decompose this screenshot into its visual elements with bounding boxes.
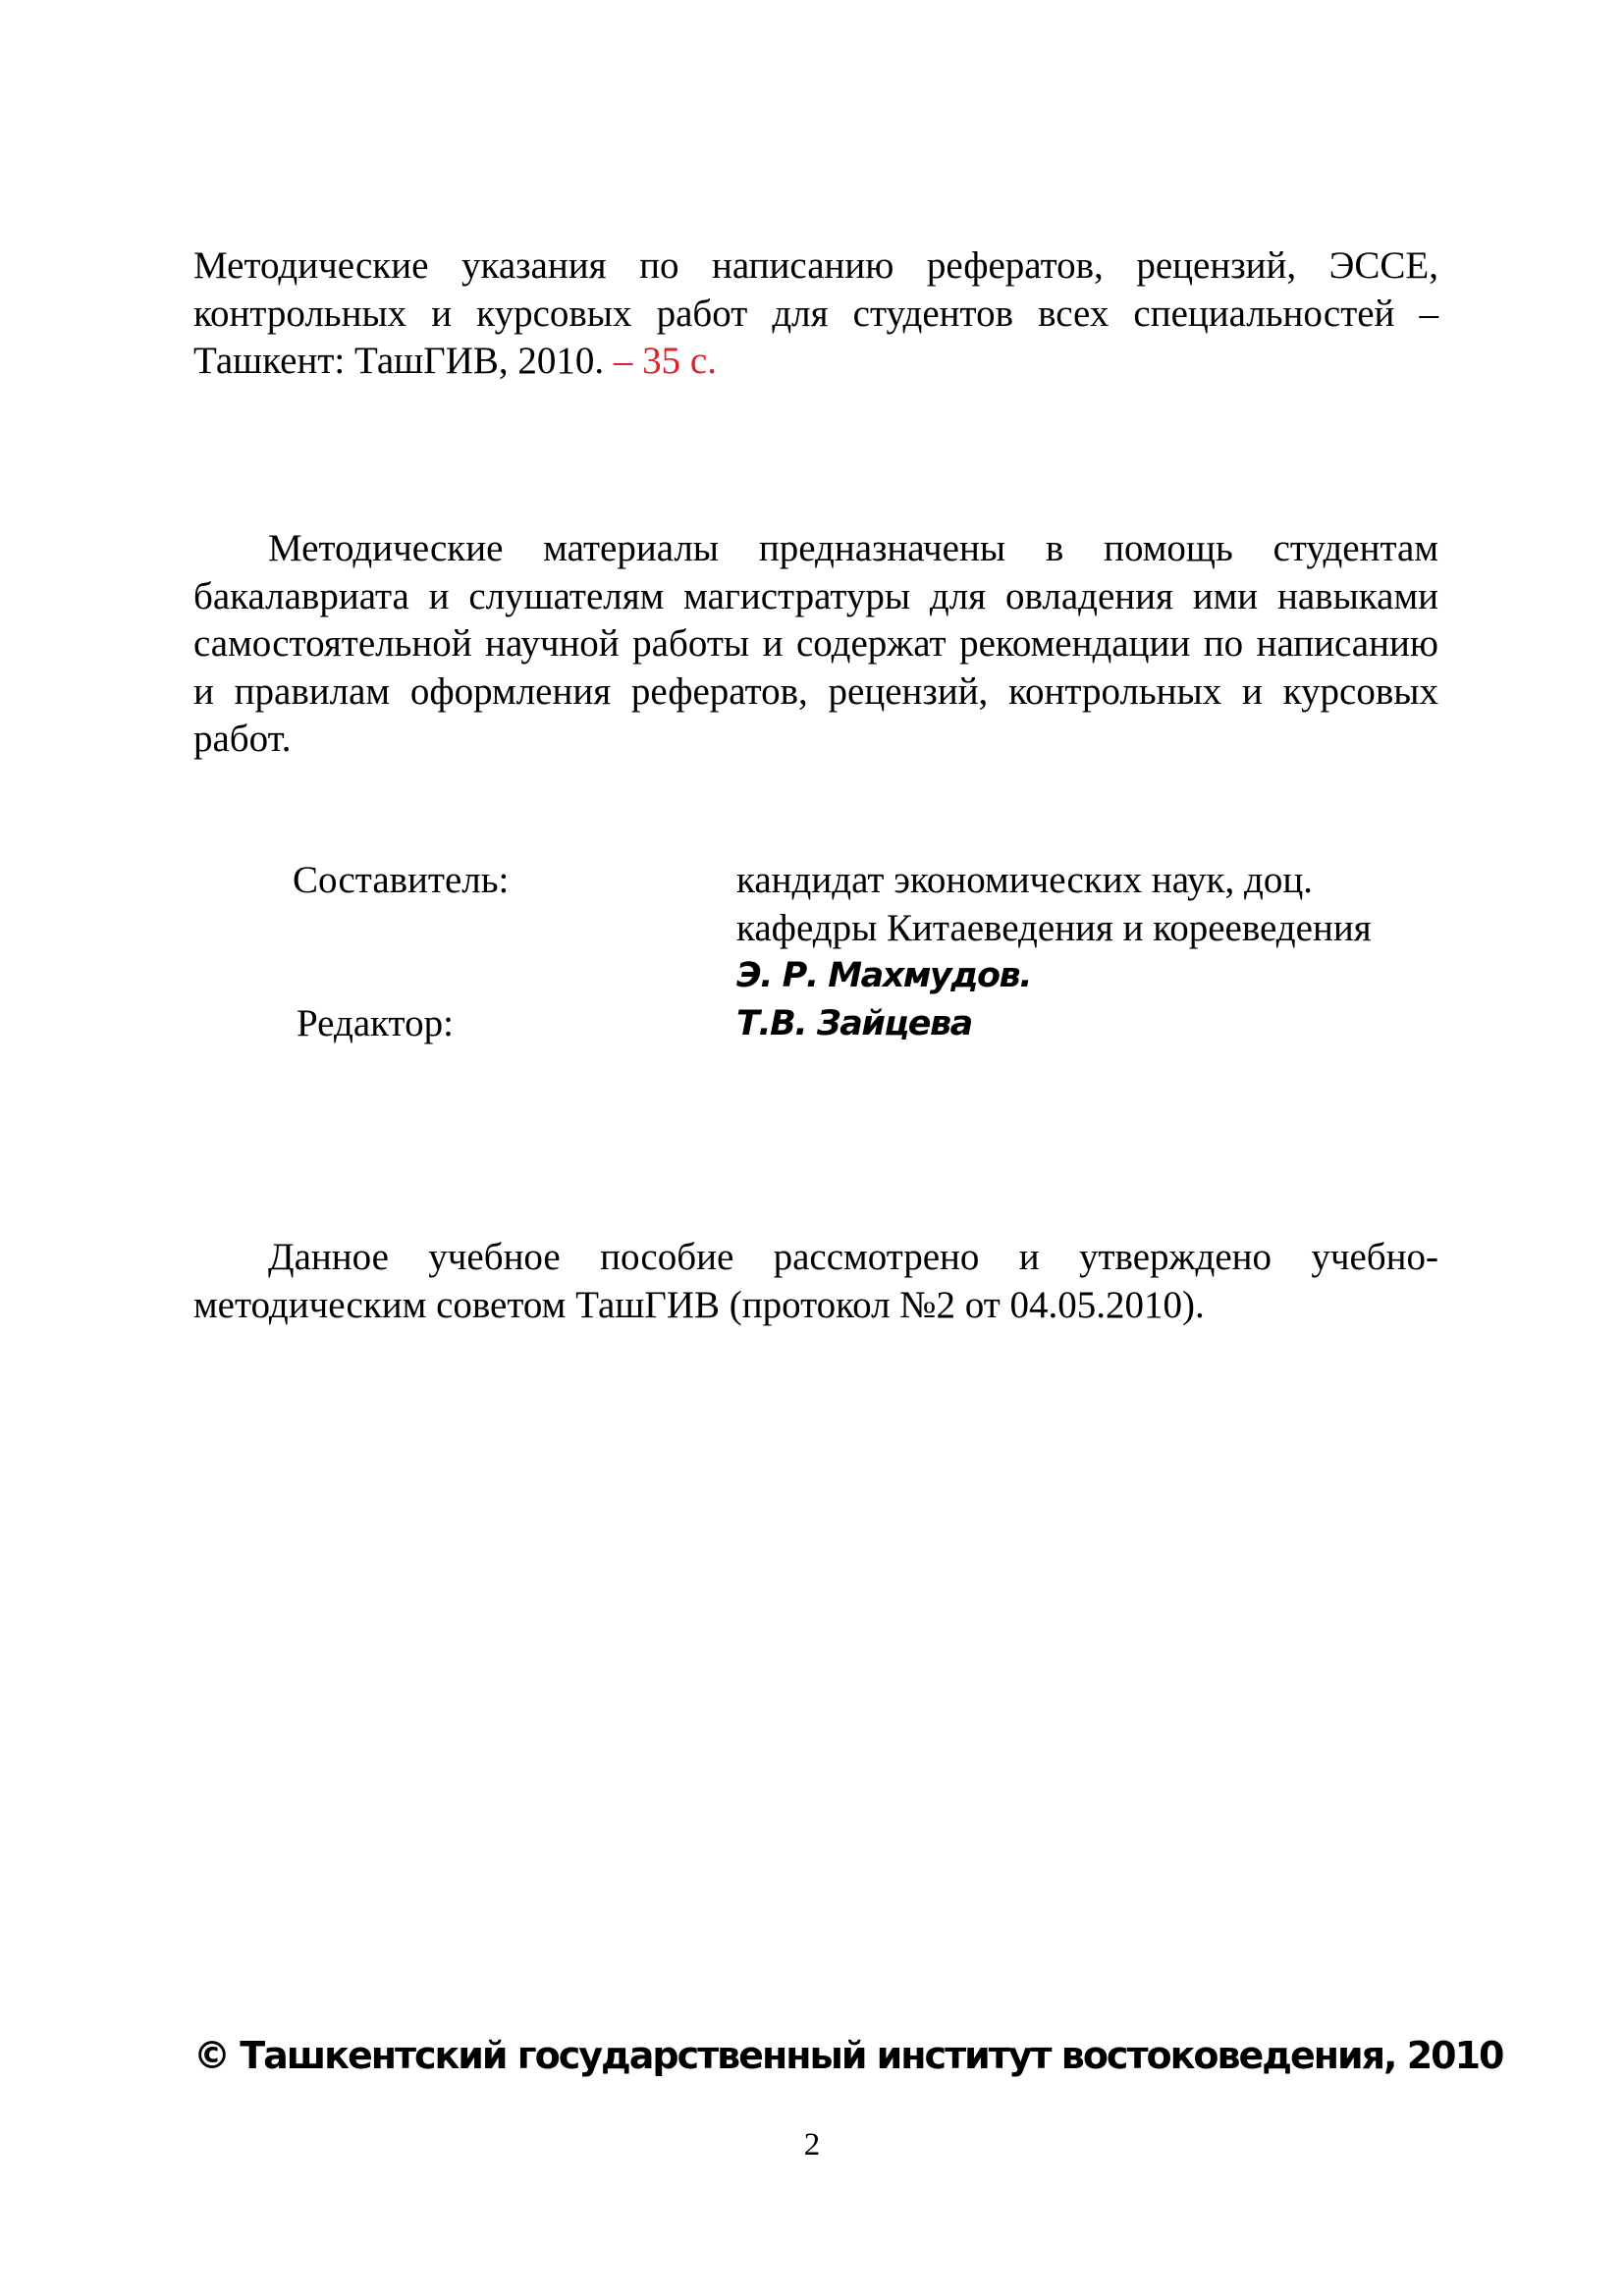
- compiler-title-line1: кандидат экономических наук, доц.: [736, 859, 1313, 901]
- page-number: 2: [803, 2127, 821, 2163]
- copyright-line: © Ташкентский государственный институт востоковедения, 2010: [193, 2034, 1503, 2077]
- compiler-name: Э. Р. Махмудов.: [736, 956, 1032, 995]
- compiler-label: Составитель:: [293, 859, 510, 901]
- editor-row: [0, 1000, 1624, 1048]
- compiler-name-row: [0, 952, 1624, 1000]
- citation-text: Методические указания по написанию рефератов, рецензий, ЭССЕ, контрольных и курсовых работ для студентов всех специальностей – Ташкент: ТашГИВ, 2010.: [193, 244, 1438, 382]
- compiler-title-row: [0, 905, 1624, 953]
- compiler-row: [0, 857, 1624, 905]
- citation-page-count: – 35 с.: [613, 340, 717, 382]
- editor-name: Т.В. Зайцева: [736, 1003, 972, 1043]
- editor-label: Редактор:: [297, 1001, 454, 1044]
- annotation-text: Методические материалы предназначены в помощь студентам бакалавриата и слушателям магистратуры для овладения ими навыками самостоятельной научной работы и содержат рекомендации по написанию и правилам оформления рефератов, рецензий, контрольных и курсовых работ.: [193, 527, 1438, 760]
- approval-text: Данное учебное пособие рассмотрено и утверждено учебно-методическим советом ТашГИВ (протокол №2 от 04.05.2010).: [193, 1236, 1438, 1326]
- bibliographic-citation: [193, 242, 1438, 386]
- credits-block: [0, 857, 1624, 1047]
- compiler-title-line2: кафедры Китаеведения и корееведения: [736, 906, 1372, 949]
- annotation: [193, 525, 1438, 764]
- approval-note: [193, 1234, 1438, 1329]
